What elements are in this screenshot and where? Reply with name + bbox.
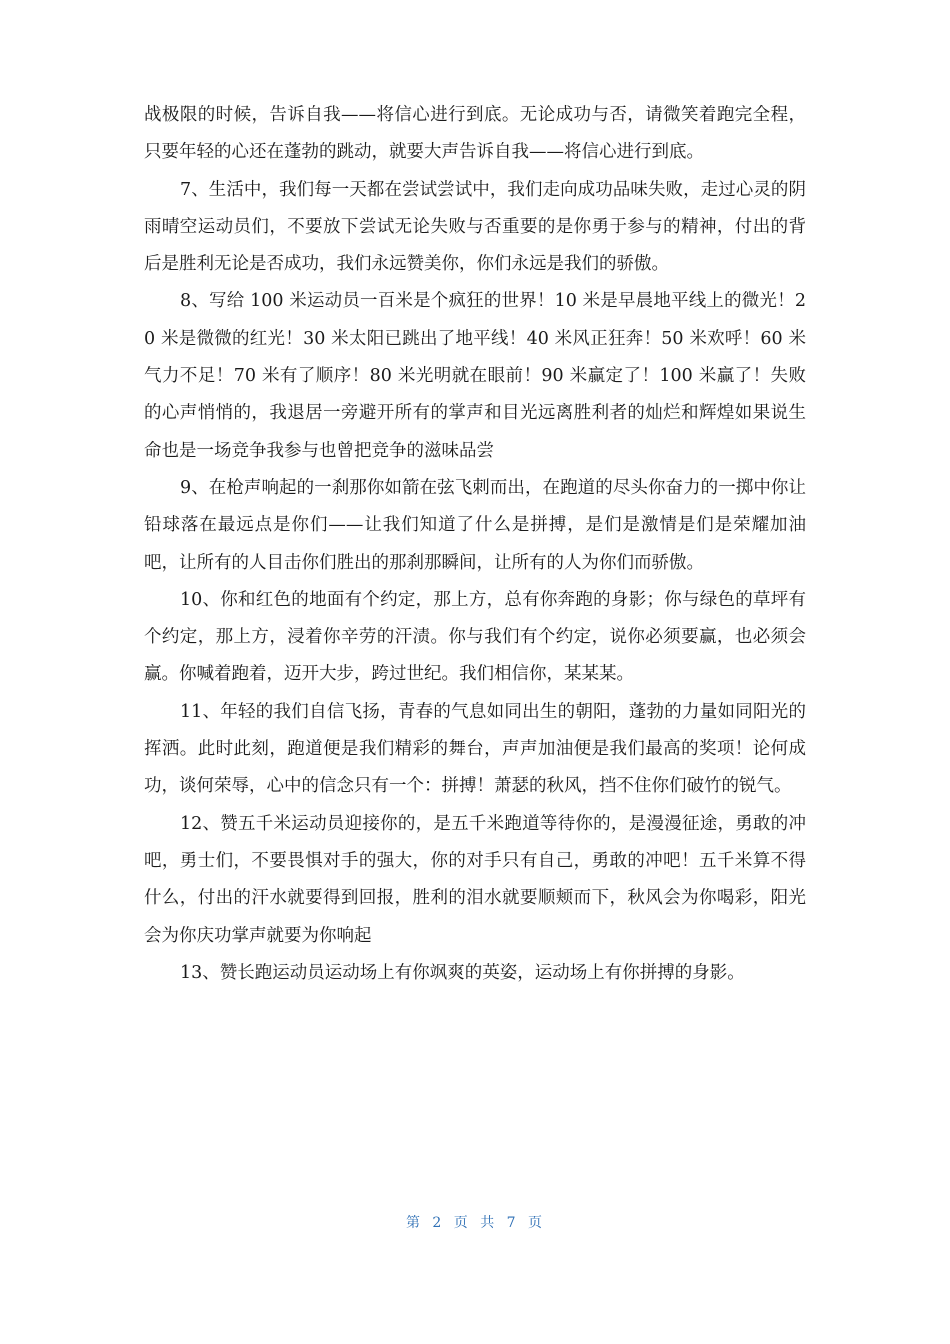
paragraph-item-10: 10、你和红色的地面有个约定，那上方，总有你奔跑的身影；你与绿色的草坪有个约定，那上方，浸着你辛劳的汗渍。你与我们有个约定，说你必须要赢，也必须会赢。你喊着跑着，迈开大步，跨过世纪。我们相信你，某某某。 <box>144 589 806 685</box>
document-body <box>144 97 806 992</box>
paragraph-item-11: 11、年轻的我们自信飞扬，青春的气息如同出生的朝阳，蓬勃的力量如同阳光的挥洒。此时此刻，跑道便是我们精彩的舞台，声声加油便是我们最高的奖项！论何成功，谈何荣辱，心中的信念只有一个：拼搏！萧瑟的秋风，挡不住你们破竹的锐气。 <box>144 701 806 797</box>
paragraph-item-7: 7、生活中，我们每一天都在尝试尝试中，我们走向成功品味失败，走过心灵的阴雨晴空运动员们，不要放下尝试无论失败与否重要的是你勇于参与的精神，付出的背后是胜利无论是否成功，我们永远赞美你，你们永远是我们的骄傲。 <box>144 179 806 275</box>
paragraph-item-12: 12、赞五千米运动员迎接你的，是五千米跑道等待你的，是漫漫征途，勇敢的冲吧，勇士们，不要畏惧对手的强大，你的对手只有自己，勇敢的冲吧！五千米算不得什么，付出的汗水就要得到回报，胜利的泪水就要顺颊而下，秋风会为你喝彩，阳光会为你庆功掌声就要为你响起 <box>144 813 806 946</box>
paragraph-item-8: 8、写给 100 米运动员一百米是个疯狂的世界！10 米是早晨地平线上的微光！20 米是微微的红光！30 米太阳已跳出了地平线！40 米风正狂奔！50 米欢呼！60 米气力不足！70 米有了顺序！80 米光明就在眼前！90 米赢定了！100 米赢了！失败的心声悄悄的，我退居一旁避开所有的掌声和目光远离胜利者的灿烂和辉煌如果说生命也是一场竞争我参与也曾把竞争的滋味品尝 <box>144 291 806 461</box>
paragraph-item-13: 13、赞长跑运动员运动场上有你飒爽的英姿，运动场上有你拼搏的身影。 <box>180 962 745 983</box>
paragraph-continuation: 战极限的时候，告诉自我——将信心进行到底。无论成功与否，请微笑着跑完全程，只要年轻的心还在蓬勃的跳动，就要大声告诉自我——将信心进行到底。 <box>144 105 806 163</box>
page-number-footer: 第 2 页 共 7 页 <box>405 1215 545 1231</box>
paragraph-item-9: 9、在枪声响起的一刹那你如箭在弦飞刺而出，在跑道的尽头你奋力的一掷中你让铅球落在最远点是你们——让我们知道了什么是拼搏，是们是激情是们是荣耀加油吧，让所有的人目击你们胜出的那刹那瞬间，让所有的人为你们而骄傲。 <box>144 477 806 573</box>
